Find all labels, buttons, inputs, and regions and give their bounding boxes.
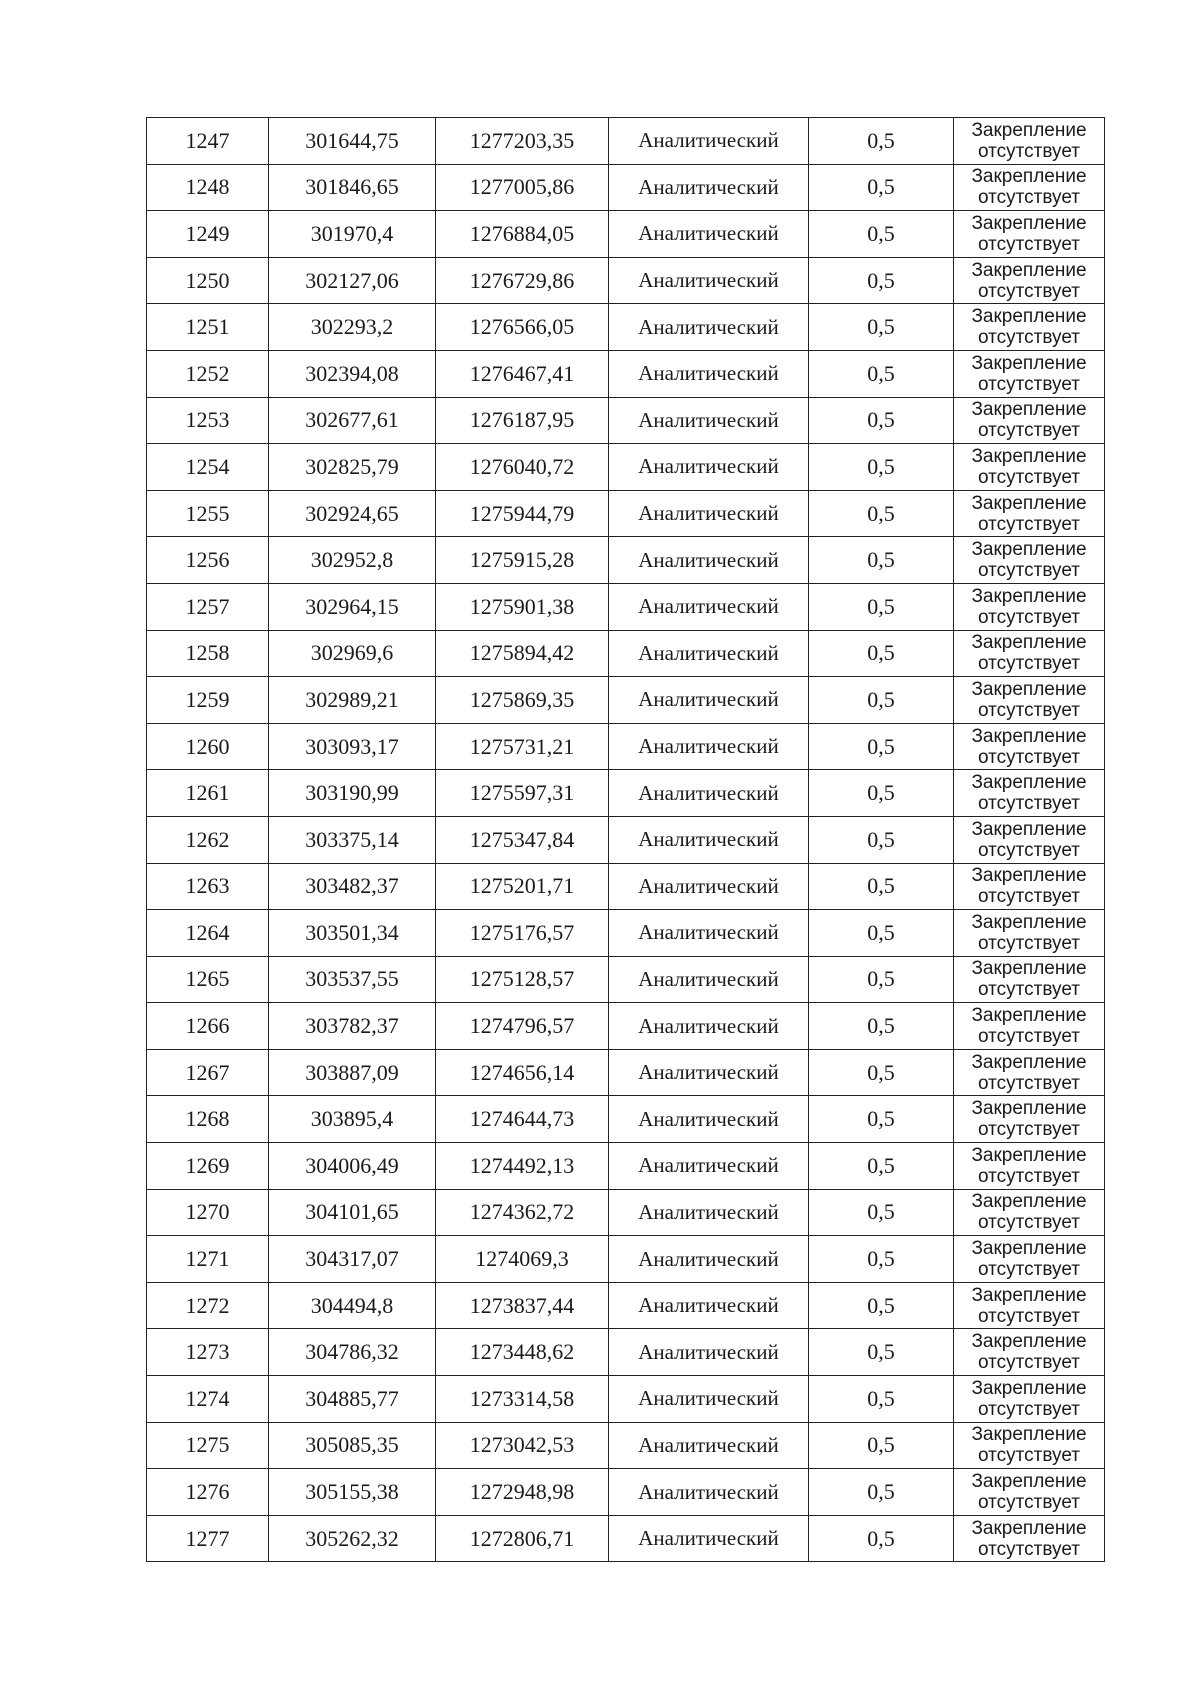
cell-accuracy: 0,5 (809, 1329, 954, 1376)
cell-x-coordinate: 304786,32 (269, 1329, 436, 1376)
cell-fixing-description: Закрепление отсутствует (954, 444, 1105, 491)
cell-x-coordinate: 302677,61 (269, 397, 436, 444)
cell-accuracy: 0,5 (809, 583, 954, 630)
cell-point-number: 1253 (147, 397, 269, 444)
cell-point-number: 1258 (147, 630, 269, 677)
cell-y-coordinate: 1276729,86 (436, 257, 609, 304)
cell-method: Аналитический (609, 1282, 809, 1329)
cell-method: Аналитический (609, 1469, 809, 1516)
table-row (147, 350, 1105, 397)
table-row (147, 723, 1105, 770)
table-row (147, 583, 1105, 630)
cell-point-number: 1263 (147, 863, 269, 910)
cell-method: Аналитический (609, 164, 809, 211)
cell-fixing-description: Закрепление отсутствует (954, 304, 1105, 351)
table-row (147, 1376, 1105, 1423)
table-row (147, 863, 1105, 910)
cell-y-coordinate: 1273042,53 (436, 1422, 609, 1469)
cell-fixing-description: Закрепление отсутствует (954, 816, 1105, 863)
cell-accuracy: 0,5 (809, 1469, 954, 1516)
cell-method: Аналитический (609, 816, 809, 863)
cell-x-coordinate: 304885,77 (269, 1376, 436, 1423)
cell-method: Аналитический (609, 1049, 809, 1096)
cell-accuracy: 0,5 (809, 118, 954, 165)
cell-point-number: 1267 (147, 1049, 269, 1096)
cell-fixing-description: Закрепление отсутствует (954, 1329, 1105, 1376)
cell-accuracy: 0,5 (809, 490, 954, 537)
cell-fixing-description: Закрепление отсутствует (954, 350, 1105, 397)
table-row (147, 490, 1105, 537)
cell-x-coordinate: 302964,15 (269, 583, 436, 630)
cell-method: Аналитический (609, 304, 809, 351)
cell-x-coordinate: 301846,65 (269, 164, 436, 211)
cell-accuracy: 0,5 (809, 211, 954, 258)
table-row (147, 910, 1105, 957)
cell-method: Аналитический (609, 723, 809, 770)
cell-fixing-description: Закрепление отсутствует (954, 118, 1105, 165)
cell-x-coordinate: 303537,55 (269, 956, 436, 1003)
cell-method: Аналитический (609, 1189, 809, 1236)
cell-point-number: 1262 (147, 816, 269, 863)
cell-point-number: 1276 (147, 1469, 269, 1516)
cell-y-coordinate: 1277005,86 (436, 164, 609, 211)
cell-accuracy: 0,5 (809, 1189, 954, 1236)
cell-point-number: 1264 (147, 910, 269, 957)
cell-x-coordinate: 302952,8 (269, 537, 436, 584)
cell-y-coordinate: 1275915,28 (436, 537, 609, 584)
cell-method: Аналитический (609, 1003, 809, 1050)
cell-method: Аналитический (609, 211, 809, 258)
cell-method: Аналитический (609, 1143, 809, 1190)
table-row (147, 1236, 1105, 1283)
cell-fixing-description: Закрепление отсутствует (954, 910, 1105, 957)
table-row (147, 677, 1105, 724)
cell-accuracy: 0,5 (809, 816, 954, 863)
cell-point-number: 1251 (147, 304, 269, 351)
cell-method: Аналитический (609, 583, 809, 630)
table-row (147, 118, 1105, 165)
cell-method: Аналитический (609, 1376, 809, 1423)
coordinates-table (146, 117, 1105, 1562)
cell-method: Аналитический (609, 1329, 809, 1376)
table-row (147, 257, 1105, 304)
cell-method: Аналитический (609, 770, 809, 817)
cell-x-coordinate: 302293,2 (269, 304, 436, 351)
table-row (147, 1422, 1105, 1469)
cell-y-coordinate: 1274069,3 (436, 1236, 609, 1283)
table-row (147, 164, 1105, 211)
cell-fixing-description: Закрепление отсутствует (954, 1515, 1105, 1562)
cell-fixing-description: Закрепление отсутствует (954, 956, 1105, 1003)
cell-point-number: 1269 (147, 1143, 269, 1190)
cell-y-coordinate: 1276566,05 (436, 304, 609, 351)
cell-x-coordinate: 303501,34 (269, 910, 436, 957)
cell-y-coordinate: 1276040,72 (436, 444, 609, 491)
cell-fixing-description: Закрепление отсутствует (954, 211, 1105, 258)
cell-fixing-description: Закрепление отсутствует (954, 1003, 1105, 1050)
table-row (147, 1096, 1105, 1143)
table-row (147, 537, 1105, 584)
cell-point-number: 1250 (147, 257, 269, 304)
cell-y-coordinate: 1275944,79 (436, 490, 609, 537)
cell-x-coordinate: 302989,21 (269, 677, 436, 724)
cell-point-number: 1257 (147, 583, 269, 630)
cell-x-coordinate: 305262,32 (269, 1515, 436, 1562)
cell-x-coordinate: 304006,49 (269, 1143, 436, 1190)
cell-y-coordinate: 1275869,35 (436, 677, 609, 724)
table-row (147, 1329, 1105, 1376)
cell-fixing-description: Закрепление отсутствует (954, 863, 1105, 910)
cell-x-coordinate: 302394,08 (269, 350, 436, 397)
cell-point-number: 1249 (147, 211, 269, 258)
cell-accuracy: 0,5 (809, 1003, 954, 1050)
table-row (147, 1143, 1105, 1190)
cell-method: Аналитический (609, 257, 809, 304)
cell-method: Аналитический (609, 630, 809, 677)
cell-point-number: 1261 (147, 770, 269, 817)
cell-y-coordinate: 1272806,71 (436, 1515, 609, 1562)
cell-accuracy: 0,5 (809, 350, 954, 397)
cell-method: Аналитический (609, 1096, 809, 1143)
cell-accuracy: 0,5 (809, 397, 954, 444)
coordinates-table-body (147, 118, 1105, 1562)
cell-method: Аналитический (609, 537, 809, 584)
cell-accuracy: 0,5 (809, 770, 954, 817)
cell-method: Аналитический (609, 1515, 809, 1562)
cell-accuracy: 0,5 (809, 677, 954, 724)
cell-y-coordinate: 1275731,21 (436, 723, 609, 770)
table-row (147, 444, 1105, 491)
cell-y-coordinate: 1273314,58 (436, 1376, 609, 1423)
cell-method: Аналитический (609, 863, 809, 910)
cell-y-coordinate: 1275347,84 (436, 816, 609, 863)
table-row (147, 770, 1105, 817)
cell-y-coordinate: 1275901,38 (436, 583, 609, 630)
cell-accuracy: 0,5 (809, 1376, 954, 1423)
cell-y-coordinate: 1277203,35 (436, 118, 609, 165)
cell-accuracy: 0,5 (809, 304, 954, 351)
cell-y-coordinate: 1274656,14 (436, 1049, 609, 1096)
cell-point-number: 1270 (147, 1189, 269, 1236)
table-row (147, 1469, 1105, 1516)
table-row (147, 304, 1105, 351)
table-row (147, 816, 1105, 863)
cell-y-coordinate: 1275128,57 (436, 956, 609, 1003)
cell-x-coordinate: 304317,07 (269, 1236, 436, 1283)
cell-method: Аналитический (609, 910, 809, 957)
cell-fixing-description: Закрепление отсутствует (954, 630, 1105, 677)
cell-y-coordinate: 1273448,62 (436, 1329, 609, 1376)
cell-accuracy: 0,5 (809, 1515, 954, 1562)
cell-point-number: 1256 (147, 537, 269, 584)
cell-fixing-description: Закрепление отсутствует (954, 1422, 1105, 1469)
cell-accuracy: 0,5 (809, 1143, 954, 1190)
cell-fixing-description: Закрепление отсутствует (954, 770, 1105, 817)
cell-accuracy: 0,5 (809, 164, 954, 211)
cell-x-coordinate: 304494,8 (269, 1282, 436, 1329)
cell-fixing-description: Закрепление отсутствует (954, 1376, 1105, 1423)
table-row (147, 211, 1105, 258)
cell-y-coordinate: 1275201,71 (436, 863, 609, 910)
cell-x-coordinate: 303482,37 (269, 863, 436, 910)
cell-x-coordinate: 301644,75 (269, 118, 436, 165)
cell-point-number: 1252 (147, 350, 269, 397)
cell-accuracy: 0,5 (809, 630, 954, 677)
cell-x-coordinate: 305085,35 (269, 1422, 436, 1469)
cell-y-coordinate: 1275176,57 (436, 910, 609, 957)
cell-point-number: 1255 (147, 490, 269, 537)
cell-y-coordinate: 1276467,41 (436, 350, 609, 397)
cell-point-number: 1260 (147, 723, 269, 770)
cell-method: Аналитический (609, 118, 809, 165)
cell-fixing-description: Закрепление отсутствует (954, 583, 1105, 630)
cell-method: Аналитический (609, 397, 809, 444)
cell-accuracy: 0,5 (809, 723, 954, 770)
cell-point-number: 1268 (147, 1096, 269, 1143)
cell-fixing-description: Закрепление отсутствует (954, 723, 1105, 770)
cell-x-coordinate: 303895,4 (269, 1096, 436, 1143)
cell-x-coordinate: 303375,14 (269, 816, 436, 863)
cell-y-coordinate: 1274796,57 (436, 1003, 609, 1050)
cell-accuracy: 0,5 (809, 257, 954, 304)
cell-fixing-description: Закрепление отсутствует (954, 537, 1105, 584)
cell-x-coordinate: 303093,17 (269, 723, 436, 770)
cell-point-number: 1273 (147, 1329, 269, 1376)
cell-y-coordinate: 1272948,98 (436, 1469, 609, 1516)
cell-accuracy: 0,5 (809, 1422, 954, 1469)
cell-fixing-description: Закрепление отсутствует (954, 1469, 1105, 1516)
cell-y-coordinate: 1275894,42 (436, 630, 609, 677)
cell-x-coordinate: 302825,79 (269, 444, 436, 491)
table-row (147, 1003, 1105, 1050)
cell-accuracy: 0,5 (809, 910, 954, 957)
cell-point-number: 1274 (147, 1376, 269, 1423)
cell-point-number: 1275 (147, 1422, 269, 1469)
table-row (147, 1515, 1105, 1562)
cell-fixing-description: Закрепление отсутствует (954, 1189, 1105, 1236)
cell-method: Аналитический (609, 1236, 809, 1283)
cell-fixing-description: Закрепление отсутствует (954, 164, 1105, 211)
cell-x-coordinate: 301970,4 (269, 211, 436, 258)
table-row (147, 630, 1105, 677)
cell-point-number: 1266 (147, 1003, 269, 1050)
cell-point-number: 1271 (147, 1236, 269, 1283)
cell-fixing-description: Закрепление отсутствует (954, 257, 1105, 304)
cell-y-coordinate: 1274492,13 (436, 1143, 609, 1190)
table-row (147, 1049, 1105, 1096)
cell-method: Аналитический (609, 490, 809, 537)
table-row (147, 1282, 1105, 1329)
cell-x-coordinate: 304101,65 (269, 1189, 436, 1236)
cell-y-coordinate: 1276884,05 (436, 211, 609, 258)
cell-fixing-description: Закрепление отсутствует (954, 1236, 1105, 1283)
cell-x-coordinate: 302127,06 (269, 257, 436, 304)
cell-method: Аналитический (609, 350, 809, 397)
cell-fixing-description: Закрепление отсутствует (954, 1096, 1105, 1143)
cell-fixing-description: Закрепление отсутствует (954, 397, 1105, 444)
cell-x-coordinate: 303190,99 (269, 770, 436, 817)
cell-point-number: 1247 (147, 118, 269, 165)
cell-accuracy: 0,5 (809, 1236, 954, 1283)
cell-point-number: 1272 (147, 1282, 269, 1329)
cell-accuracy: 0,5 (809, 444, 954, 491)
cell-x-coordinate: 303887,09 (269, 1049, 436, 1096)
cell-fixing-description: Закрепление отсутствует (954, 677, 1105, 724)
cell-point-number: 1259 (147, 677, 269, 724)
table-row (147, 956, 1105, 1003)
cell-fixing-description: Закрепление отсутствует (954, 1143, 1105, 1190)
cell-y-coordinate: 1274362,72 (436, 1189, 609, 1236)
cell-accuracy: 0,5 (809, 1282, 954, 1329)
cell-x-coordinate: 302924,65 (269, 490, 436, 537)
cell-point-number: 1265 (147, 956, 269, 1003)
cell-x-coordinate: 302969,6 (269, 630, 436, 677)
cell-method: Аналитический (609, 444, 809, 491)
cell-fixing-description: Закрепление отсутствует (954, 1282, 1105, 1329)
cell-method: Аналитический (609, 956, 809, 1003)
cell-fixing-description: Закрепление отсутствует (954, 1049, 1105, 1096)
cell-y-coordinate: 1275597,31 (436, 770, 609, 817)
cell-method: Аналитический (609, 677, 809, 724)
cell-point-number: 1277 (147, 1515, 269, 1562)
table-row (147, 397, 1105, 444)
cell-point-number: 1254 (147, 444, 269, 491)
cell-accuracy: 0,5 (809, 537, 954, 584)
cell-method: Аналитический (609, 1422, 809, 1469)
cell-point-number: 1248 (147, 164, 269, 211)
cell-fixing-description: Закрепление отсутствует (954, 490, 1105, 537)
cell-x-coordinate: 305155,38 (269, 1469, 436, 1516)
cell-x-coordinate: 303782,37 (269, 1003, 436, 1050)
cell-accuracy: 0,5 (809, 863, 954, 910)
table-row (147, 1189, 1105, 1236)
cell-accuracy: 0,5 (809, 1049, 954, 1096)
cell-accuracy: 0,5 (809, 956, 954, 1003)
cell-y-coordinate: 1273837,44 (436, 1282, 609, 1329)
cell-y-coordinate: 1276187,95 (436, 397, 609, 444)
cell-accuracy: 0,5 (809, 1096, 954, 1143)
cell-y-coordinate: 1274644,73 (436, 1096, 609, 1143)
